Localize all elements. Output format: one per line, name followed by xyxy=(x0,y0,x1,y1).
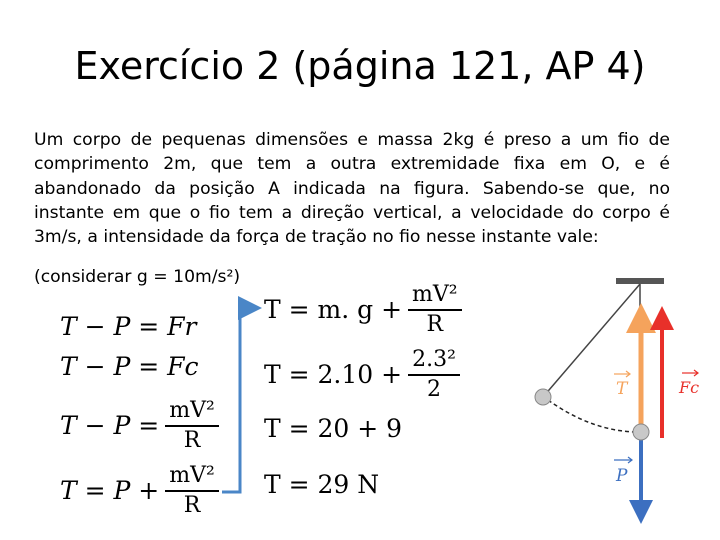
tension-label xyxy=(614,371,630,399)
equation-lhs: T = m. g + xyxy=(264,295,403,324)
ceiling-support xyxy=(616,278,664,284)
trajectory-arc xyxy=(548,400,634,432)
fraction-numerator: mV² xyxy=(165,398,219,427)
fraction-numerator: mV² xyxy=(165,463,219,492)
weight-label xyxy=(614,457,632,486)
equation-lhs: T = P + xyxy=(60,476,160,505)
svg-text:T: T xyxy=(616,379,628,399)
fraction-numerator: 2.3² xyxy=(408,347,460,376)
equation-text: T = 20 + 9 xyxy=(264,414,403,443)
gravity-note: (considerar g = 10m/s²) xyxy=(34,267,241,287)
ball-position-a xyxy=(535,389,551,405)
fraction-denominator: R xyxy=(426,312,444,337)
fraction-denominator: R xyxy=(183,493,201,518)
connector-bracket xyxy=(222,308,252,492)
equation-text: T − P = Fr xyxy=(60,312,197,341)
equation-text: T = 29 N xyxy=(264,470,380,499)
equation-lhs: T − P = xyxy=(60,411,160,440)
fraction-numerator: mV² xyxy=(408,282,462,311)
svg-text:Fc: Fc xyxy=(679,378,700,397)
svg-text:P: P xyxy=(616,466,628,486)
ball-position-bottom xyxy=(633,424,649,440)
slide-title: Exercício 2 (página 121, AP 4) xyxy=(74,44,646,88)
fraction-denominator: 2 xyxy=(426,377,441,402)
equation-text: T − P = Fc xyxy=(60,352,199,381)
problem-statement: Um corpo de pequenas dimensões e massa 2kg é preso a um fio de comprimento 2m, que tem a outra extremidade fixa em O, e é abandonado da posição A indicada na figura. Sabendo-se que, no instante em que o fio tem a direção vertical, a velocidade do corpo é 3m/s, a intensidade da força de tração no fio nesse instante vale: xyxy=(34,130,670,248)
equation-lhs: T = 2.10 + xyxy=(264,360,403,389)
fraction-denominator: R xyxy=(183,428,201,453)
centripetal-label xyxy=(678,370,699,397)
